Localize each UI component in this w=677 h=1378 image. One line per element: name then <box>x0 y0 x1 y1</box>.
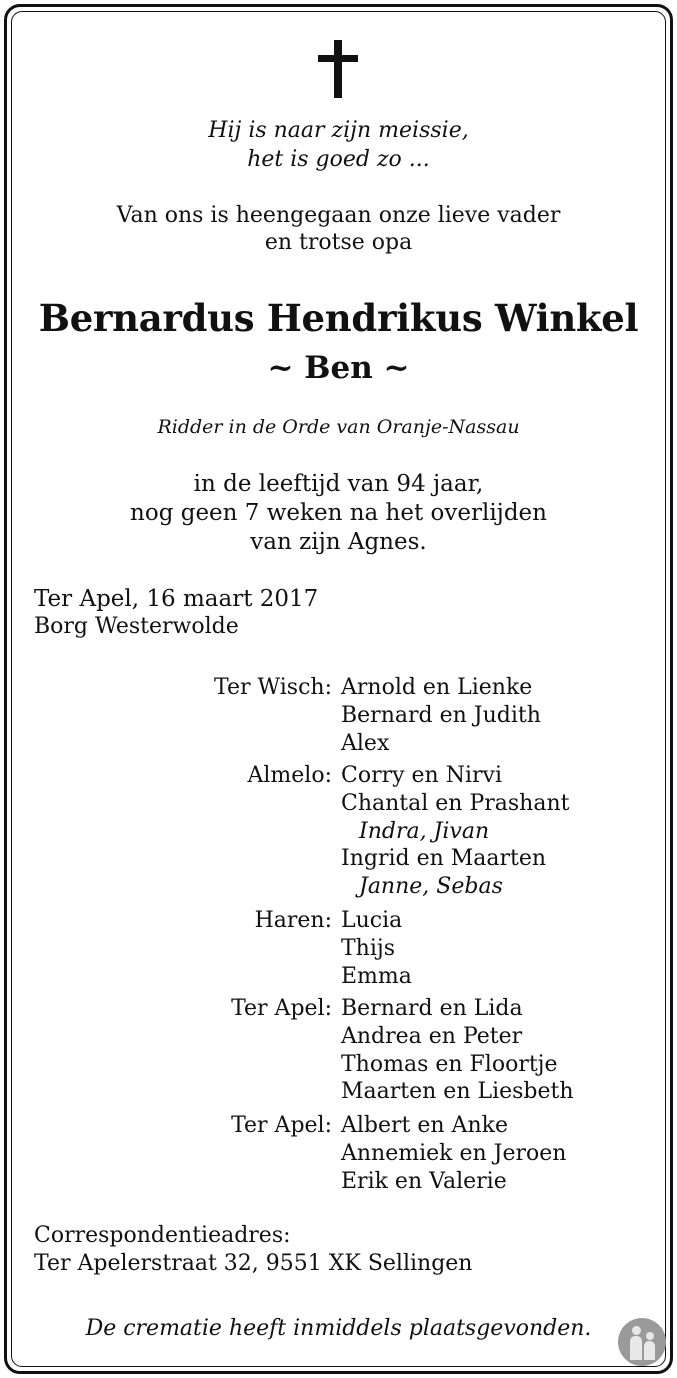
age-line-1: in de leeftijd van 94 jaar, <box>193 471 484 497</box>
honor-line: Ridder in de Orde van Oranje-Nassau <box>157 416 520 438</box>
age-line-2: nog geen 7 weken na het overlijden <box>130 500 547 526</box>
family-member: Albert en Anke <box>341 1113 508 1138</box>
intro-line-1: Van ons is heengegaan onze lieve vader <box>116 203 561 228</box>
quote-line-2: het is goed zo ... <box>247 147 430 172</box>
grandchildren: Indra, Jivan <box>359 818 490 844</box>
family-member: Bernard en Judith <box>341 702 541 728</box>
family-member: Emma <box>341 963 412 989</box>
intro-line-2: en trotse opa <box>264 230 413 255</box>
correspondence-address: Ter Apelerstraat 32, 9551 XK Sellingen <box>34 1251 473 1276</box>
family-location: Ter Apel: <box>231 996 332 1021</box>
age-line-3: van zijn Agnes. <box>250 529 427 555</box>
family-member: Thomas en Floortje <box>341 1051 558 1077</box>
family-member: Ingrid en Maarten <box>341 846 547 872</box>
family-member: Corry en Nirvi <box>341 763 502 788</box>
family-member: Annemiek en Jeroen <box>341 1140 567 1166</box>
family-location: Haren: <box>254 908 332 933</box>
family-member: Erik en Valerie <box>341 1168 507 1194</box>
memorial-logo-icon <box>618 1318 666 1366</box>
family-location: Almelo: <box>247 763 332 788</box>
correspondence-label: Correspondentieadres: <box>34 1223 291 1248</box>
family-location: Ter Wisch: <box>214 675 332 700</box>
cremation-note: De crematie heeft inmiddels plaatsgevonden. <box>85 1316 592 1341</box>
family-member: Andrea en Peter <box>341 1023 523 1049</box>
residence: Borg Westerwolde <box>34 614 239 639</box>
deceased-nickname: ~ Ben ~ <box>267 350 410 386</box>
family-member: Thijs <box>341 935 395 961</box>
place-date: Ter Apel, 16 maart 2017 <box>34 586 319 612</box>
family-member: Chantal en Prashant <box>341 790 570 816</box>
family-location: Ter Apel: <box>231 1113 332 1138</box>
family-member: Bernard en Lida <box>341 996 523 1021</box>
family-member: Maarten en Liesbeth <box>341 1079 574 1105</box>
family-member: Arnold en Lienke <box>341 675 533 700</box>
family-member: Lucia <box>341 908 403 933</box>
quote-line-1: Hij is naar zijn meissie, <box>208 118 469 143</box>
grandchildren: Janne, Sebas <box>359 874 503 900</box>
family-member: Alex <box>341 730 390 756</box>
deceased-name: Bernardus Hendrikus Winkel <box>38 296 639 340</box>
cross-icon <box>318 40 358 98</box>
